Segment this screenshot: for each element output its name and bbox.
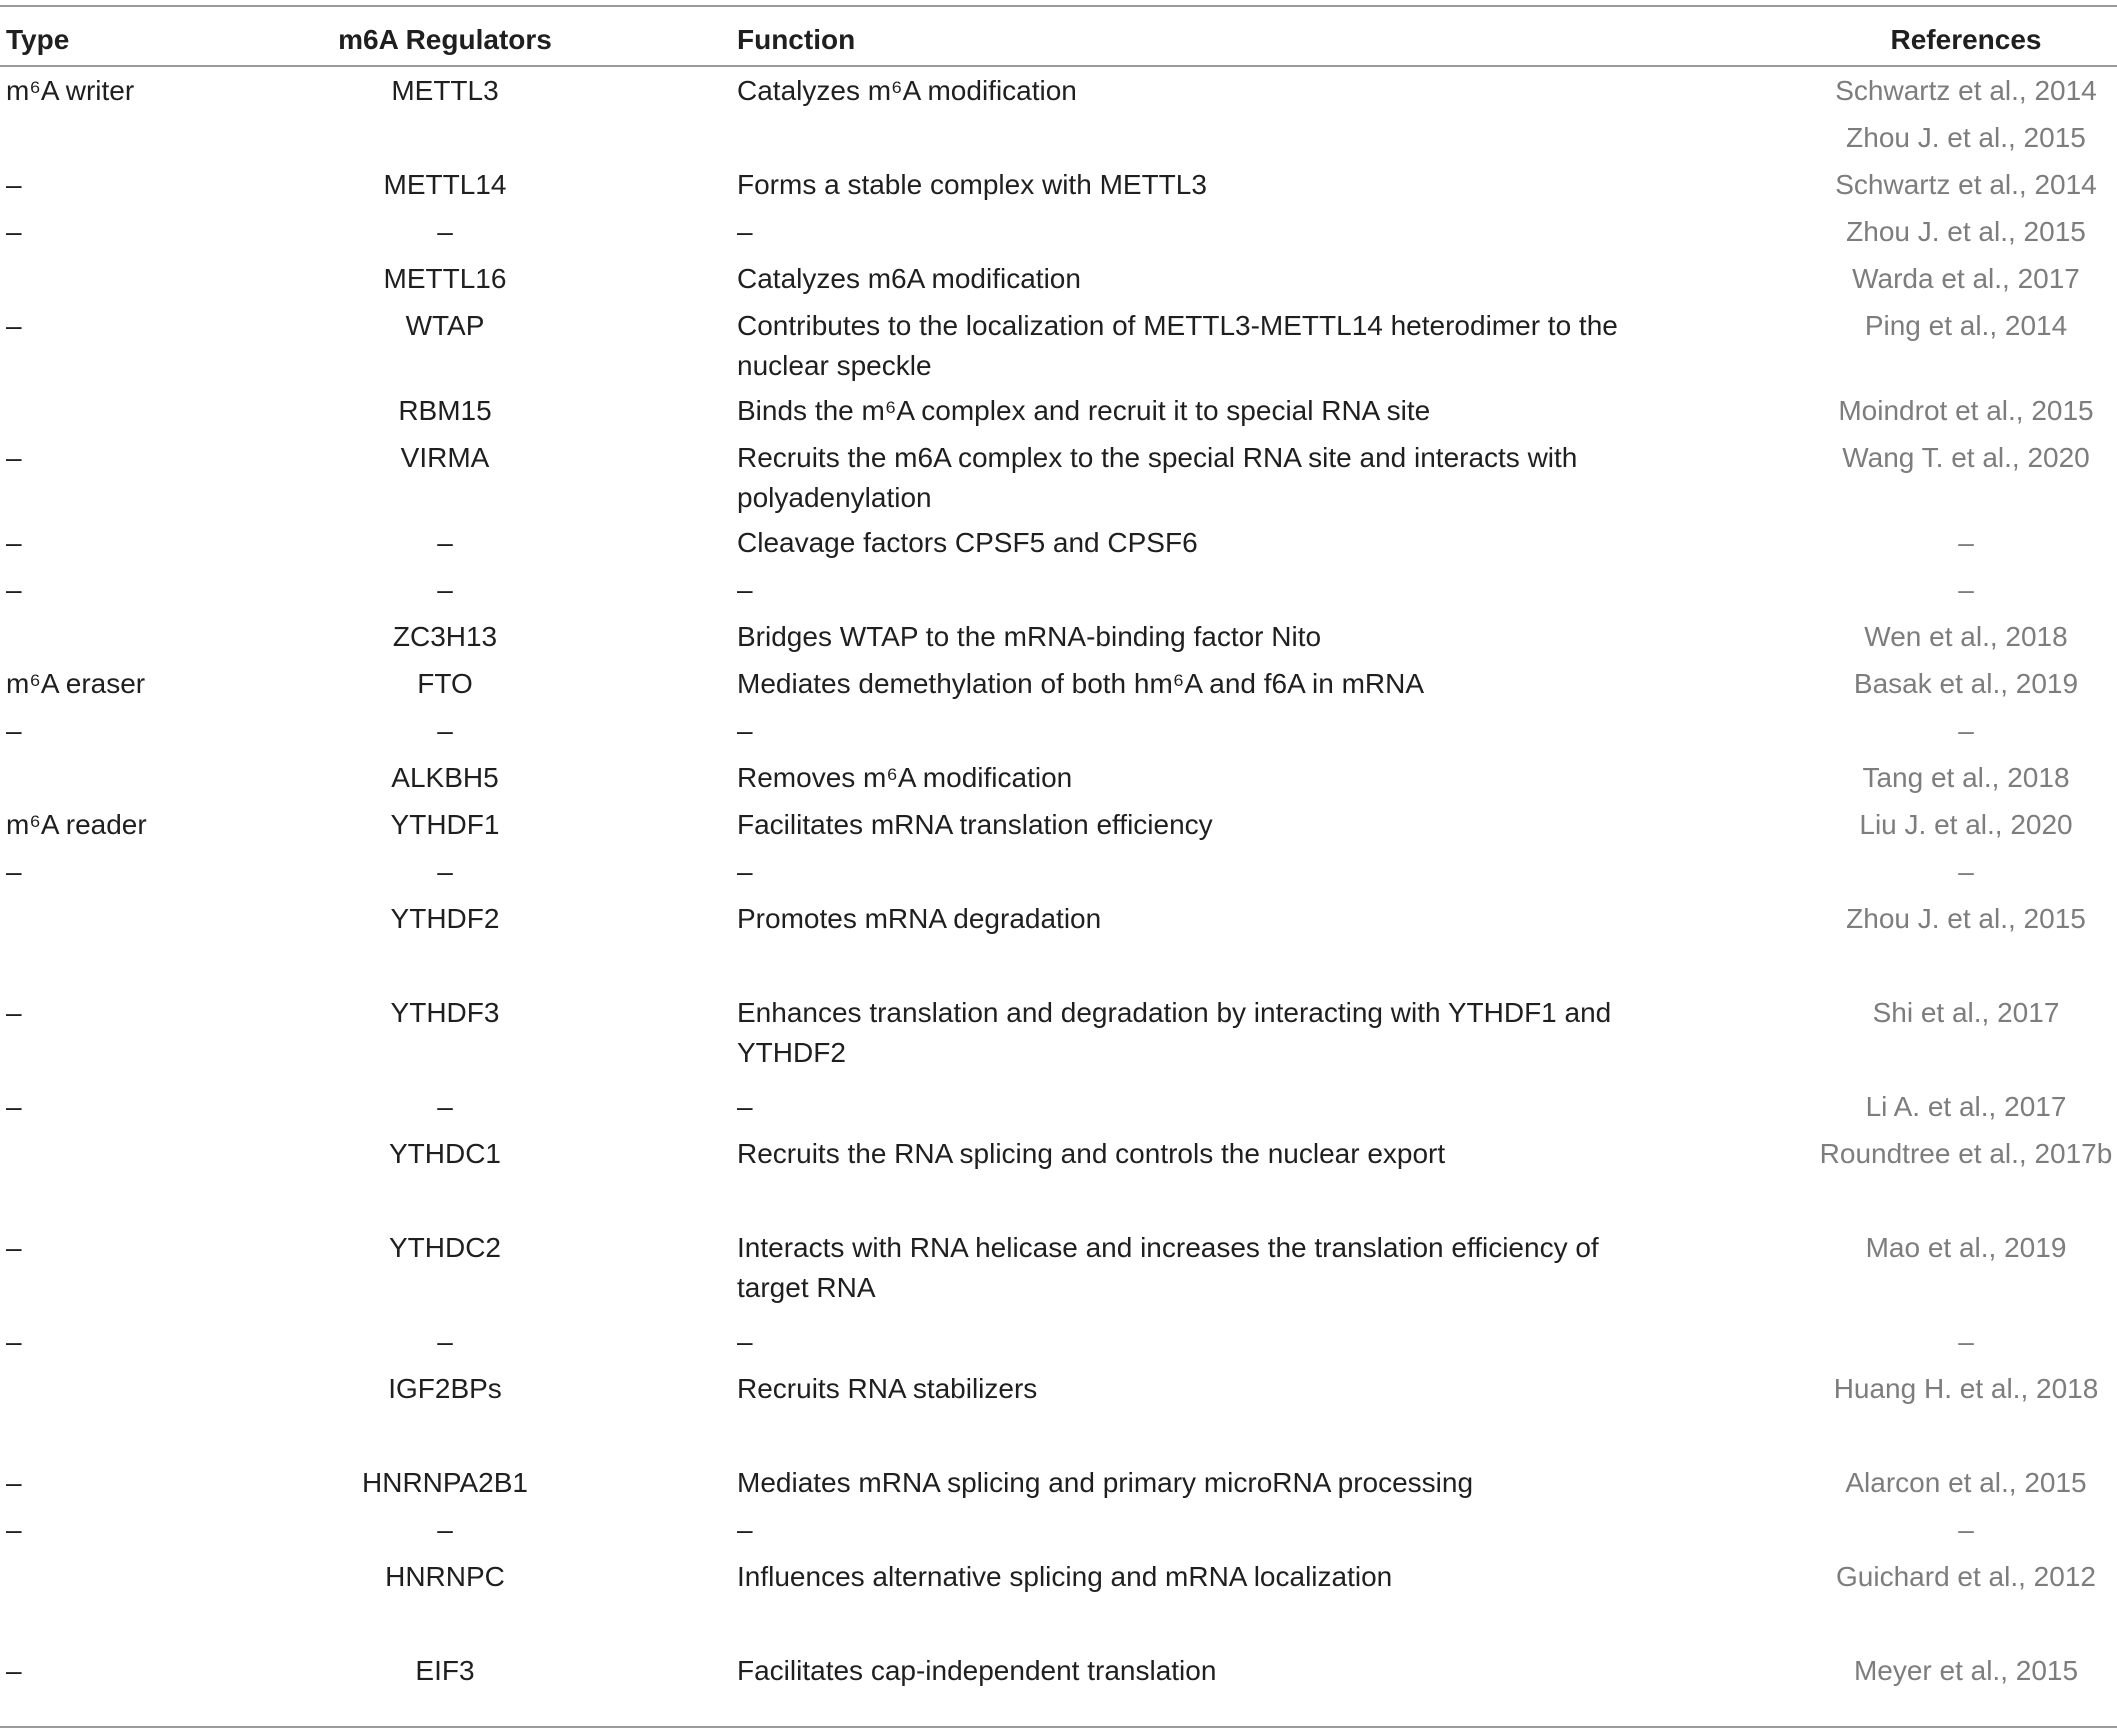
cell-function: Cleavage factors CPSF5 and CPSF6	[737, 527, 1198, 558]
cell-function: Forms a stable complex with METTL3	[737, 169, 1207, 200]
cell-function: –	[737, 1091, 753, 1122]
cell-function: Contributes to the localization of METTL3-METTL14 heterodimer to the nuclear speckle	[737, 310, 1618, 381]
cell-function: Recruits RNA stabilizers	[737, 1373, 1038, 1404]
cell-function: Enhances translation and degradation by interacting with YTHDF1 and YTHDF2	[737, 997, 1612, 1068]
cell-function: Mediates demethylation of both hm⁶A and f6A in mRNA	[737, 668, 1425, 699]
cell-function: Influences alternative splicing and mRNA localization	[737, 1561, 1393, 1592]
cell-function: Facilitates mRNA translation efficiency	[737, 809, 1213, 840]
cell-type: –	[6, 856, 22, 887]
cell-function: Promotes mRNA degradation	[737, 903, 1102, 934]
cell-function: Interacts with RNA helicase and increases the translation efficiency of target RNA	[737, 1232, 1599, 1303]
header-function: Function	[737, 24, 856, 55]
cell-type: –	[6, 216, 22, 247]
cell-type: m⁶A writer	[6, 75, 135, 106]
cell-type: –	[6, 527, 22, 558]
cell-type: –	[6, 574, 22, 605]
cell-function: –	[737, 856, 753, 887]
cell-type: m⁶A reader	[6, 809, 147, 840]
table-bottom-rule	[0, 1726, 2117, 1728]
cell-function: –	[737, 574, 753, 605]
cell-function: Binds the m⁶A complex and recruit it to special RNA site	[737, 395, 1431, 426]
cell-type: –	[6, 169, 22, 200]
cell-type: –	[6, 1326, 22, 1357]
cell-type: m⁶A eraser	[6, 668, 146, 699]
cell-function: –	[737, 715, 753, 746]
table-header-rule	[0, 65, 2117, 67]
cell-function: –	[737, 216, 753, 247]
cell-type: –	[6, 715, 22, 746]
cell-function: –	[737, 1514, 753, 1545]
cell-type: –	[6, 1514, 22, 1545]
cell-type: –	[6, 1232, 22, 1263]
cell-type: –	[6, 1655, 22, 1686]
cell-type: –	[6, 1091, 22, 1122]
cell-function: Catalyzes m⁶A modification	[737, 75, 1077, 106]
cell-function: Recruits the m6A complex to the special RNA site and interacts with polyadenylation	[737, 442, 1578, 513]
header-type: Type	[6, 24, 70, 55]
cell-function: Catalyzes m6A modification	[737, 263, 1081, 294]
cell-function: Bridges WTAP to the mRNA-binding factor Nito	[737, 621, 1322, 652]
cell-type: –	[6, 997, 22, 1028]
cell-type: –	[6, 442, 22, 473]
cell-function: Removes m⁶A modification	[737, 762, 1073, 793]
cell-type: –	[6, 310, 22, 341]
cell-function: –	[737, 1326, 753, 1357]
cell-function: Facilitates cap-independent translation	[737, 1655, 1217, 1686]
cell-type: –	[6, 1467, 22, 1498]
cell-function: Recruits the RNA splicing and controls the nuclear export	[737, 1138, 1446, 1169]
table-top-rule	[0, 5, 2117, 7]
cell-function: Mediates mRNA splicing and primary microRNA processing	[737, 1467, 1474, 1498]
